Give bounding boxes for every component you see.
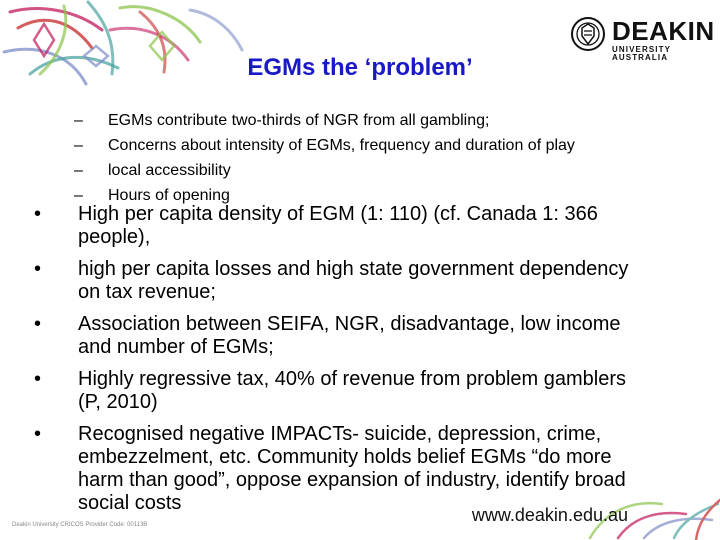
dash-marker: – xyxy=(74,137,83,154)
sub-list-text: Hours of opening xyxy=(108,187,230,204)
sub-list-text: local accessibility xyxy=(108,162,231,179)
footer-url[interactable]: www.deakin.edu.au xyxy=(471,505,628,525)
bullet-text: Association between SEIFA, NGR, disadvantage, low income and number of EGMs; xyxy=(78,313,621,358)
bullet-marker: • xyxy=(34,313,42,335)
slide-title: EGMs the ‘problem’ xyxy=(247,54,473,81)
sub-list-item xyxy=(74,158,694,183)
bullet-text: high per capita losses and high state government dependency on tax revenue; xyxy=(78,258,629,303)
main-list-item xyxy=(34,423,654,515)
sub-list-item xyxy=(74,133,694,158)
sub-list-item xyxy=(74,108,694,133)
logo-wordmark: DEAKIN xyxy=(612,16,715,46)
dash-marker: – xyxy=(74,187,83,204)
logo-subtitle: UNIVERSITY AUSTRALIA xyxy=(612,45,671,62)
bullet-marker: • xyxy=(34,203,42,225)
dash-marker: – xyxy=(74,162,83,179)
bullet-text: Recognised negative IMPACTs- suicide, depression, crime, embezzelment, etc. Community holds belief EGMs “do more harm than good”, oppose expansion of industry, identify broad social costs xyxy=(78,423,626,514)
sub-list-text: Concerns about intensity of EGMs, frequency and duration of play xyxy=(108,137,575,154)
bullet-text: High per capita density of EGM (1: 110) (cf. Canada 1: 366 people), xyxy=(78,203,598,248)
bullet-marker: • xyxy=(34,423,42,445)
main-list-item xyxy=(34,313,654,359)
sub-bullet-list xyxy=(74,108,694,208)
main-list-item xyxy=(34,203,654,249)
footer-small-print: Deakin University CRICOS Provider Code: 00113B xyxy=(12,522,148,528)
main-list-item xyxy=(34,368,654,414)
sub-list-text: EGMs contribute two-thirds of NGR from all gambling; xyxy=(108,112,490,129)
main-bullet-list xyxy=(34,203,654,524)
bullet-marker: • xyxy=(34,368,42,390)
deakin-shield-icon xyxy=(570,16,606,52)
dash-marker: – xyxy=(74,112,83,129)
bullet-text: Highly regressive tax, 40% of revenue from problem gamblers (P, 2010) xyxy=(78,368,627,413)
main-list-item xyxy=(34,258,654,304)
bullet-marker: • xyxy=(34,258,42,280)
